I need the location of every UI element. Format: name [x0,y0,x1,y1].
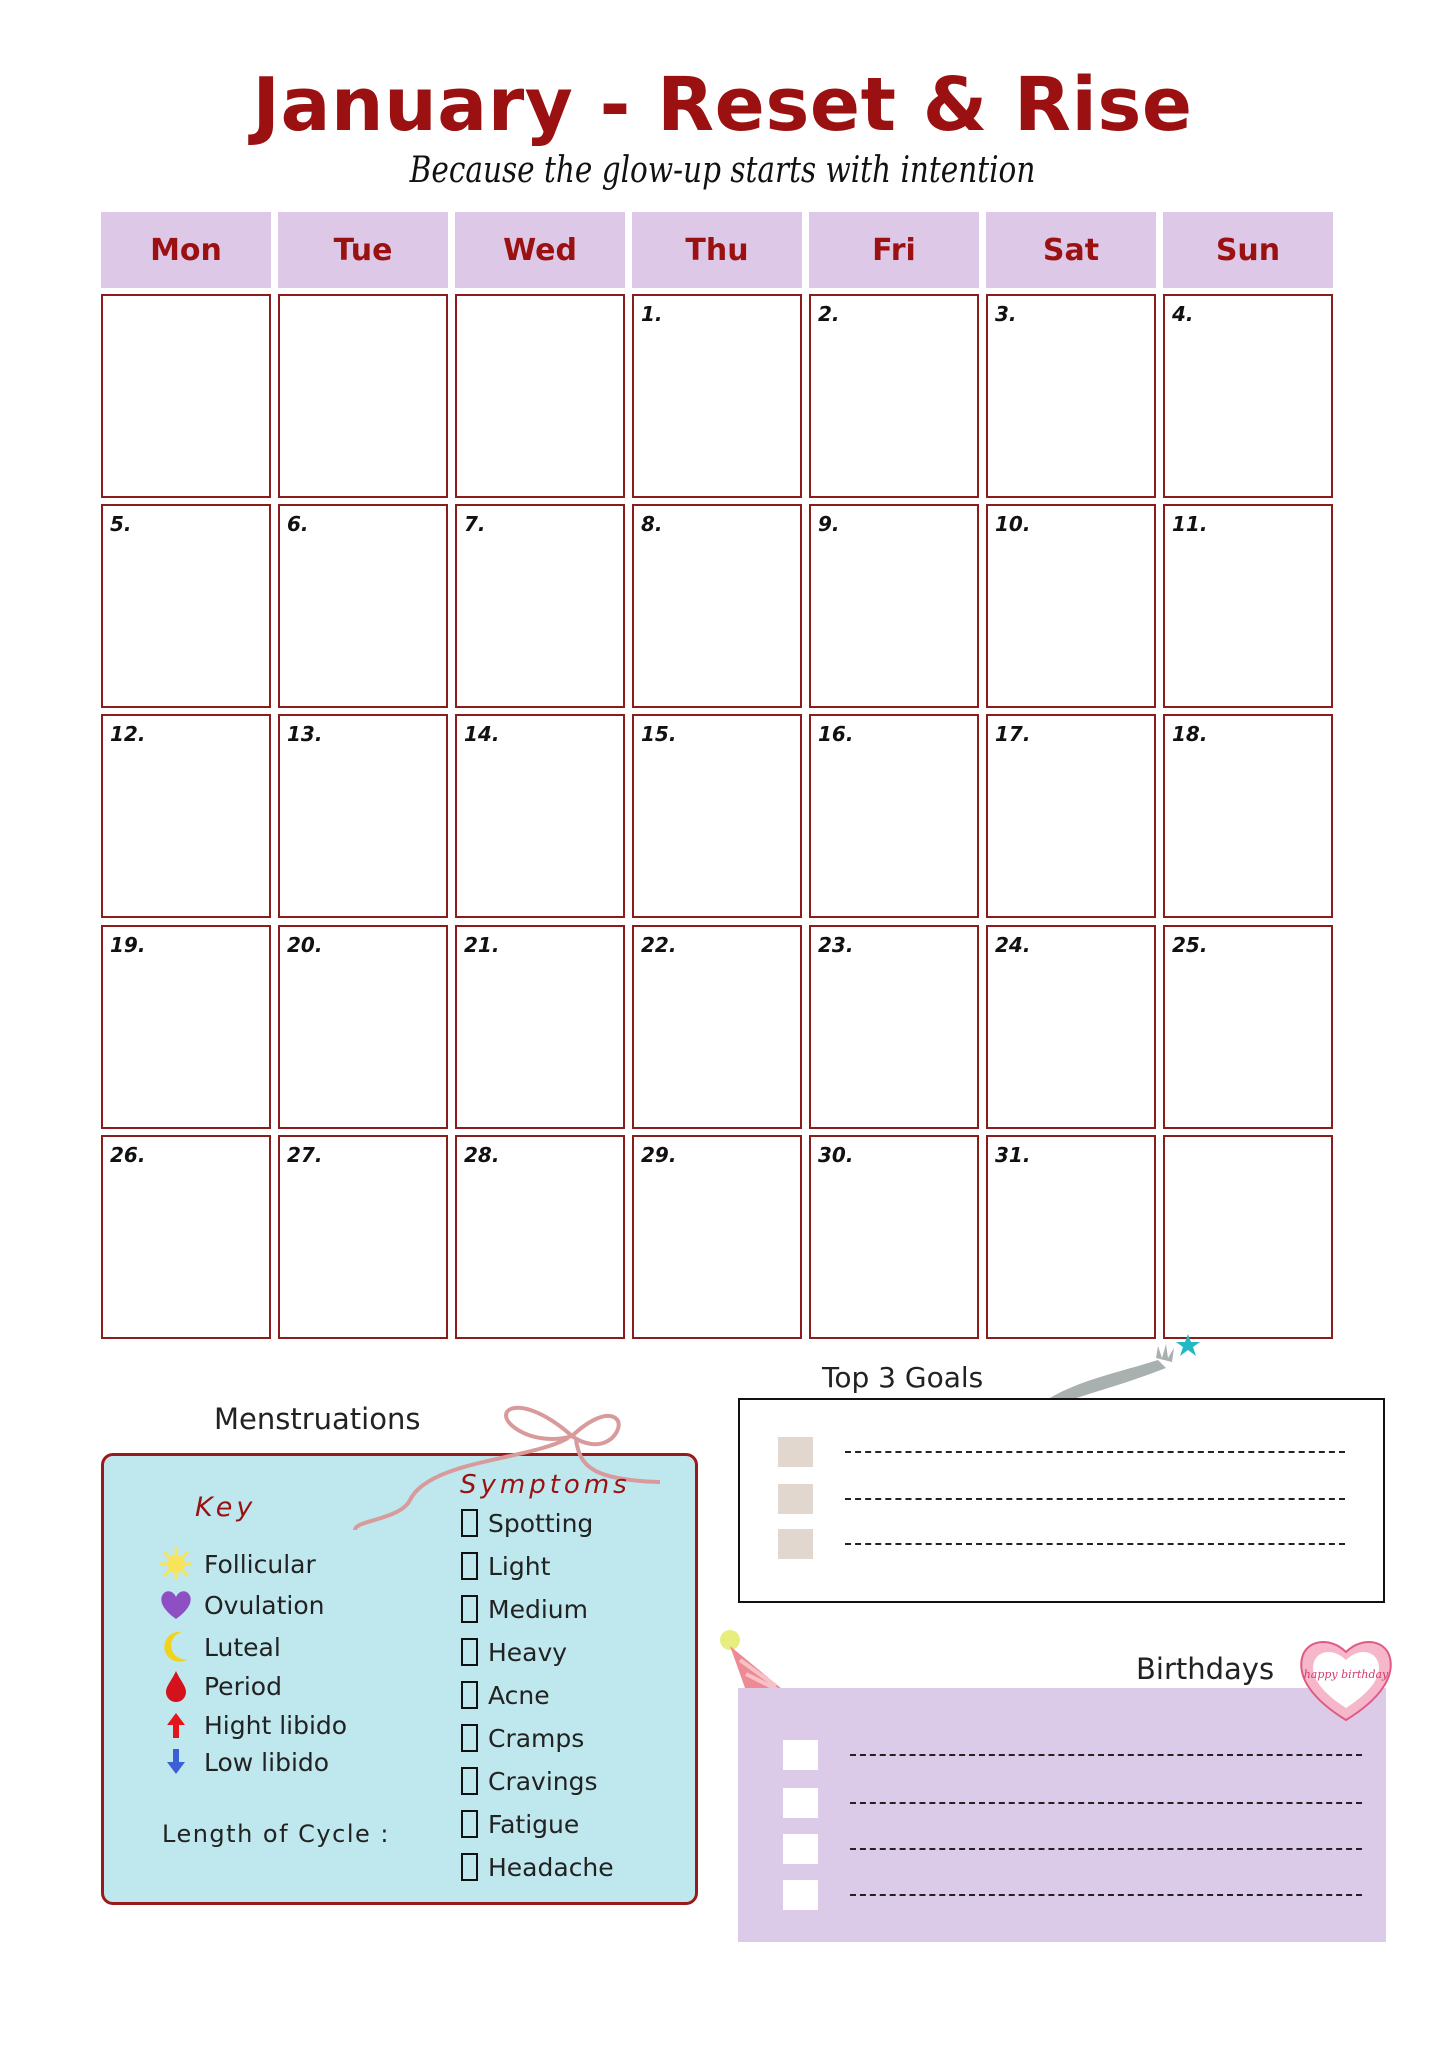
symptom-item[interactable] [461,1763,598,1799]
calendar-day-cell[interactable] [101,925,271,1129]
day-number: 28. [464,1143,500,1167]
symptom-checkbox[interactable] [461,1810,478,1838]
calendar-day-cell[interactable] [1163,925,1333,1129]
birthday-checkbox[interactable] [783,1834,818,1864]
goal-line[interactable] [845,1451,1345,1453]
goal-row[interactable] [778,1484,1345,1514]
arrow-down-icon [158,1744,194,1780]
birthday-cake-icon [1296,1628,1396,1728]
symptom-label: Spotting [488,1508,594,1538]
day-number: 27. [287,1143,323,1167]
day-number: 19. [110,933,146,957]
calendar-day-cell[interactable] [278,1135,448,1339]
day-number: 20. [287,933,323,957]
calendar-day-cell[interactable] [101,714,271,918]
day-number: 30. [818,1143,854,1167]
key-item [158,1587,324,1623]
calendar-day-cell[interactable] [809,294,979,498]
day-number: 23. [818,933,854,957]
symptoms-title: Symptoms [460,1470,631,1500]
symptom-item[interactable] [461,1720,584,1756]
symptom-item[interactable] [461,1591,588,1627]
symptom-label: Fatigue [488,1809,580,1839]
day-number: 5. [110,512,132,536]
day-number: 22. [641,933,677,957]
weekday-header: Tue [278,212,448,288]
key-label: Low libido [204,1747,330,1777]
key-item [158,1668,282,1704]
goal-row[interactable] [778,1529,1345,1559]
calendar-day-cell[interactable] [278,294,448,498]
key-title: Key [195,1492,257,1523]
cake-text: happy birthday [1303,1668,1389,1681]
day-number: 15. [641,722,677,746]
birthday-line[interactable] [850,1848,1362,1850]
weekday-header: Sun [1163,212,1333,288]
key-item [158,1629,281,1665]
calendar-day-cell[interactable] [986,714,1156,918]
symptom-label: Cramps [488,1723,585,1753]
calendar-day-cell[interactable] [986,1135,1156,1339]
key-label: Period [204,1671,282,1701]
page-title: January - Reset & Rise [252,62,1193,148]
menstruations-label: Menstruations [214,1402,421,1436]
calendar-day-cell[interactable] [1163,1135,1333,1339]
symptom-label: Cravings [488,1766,598,1796]
birthdays-label: Birthdays [1136,1652,1275,1686]
calendar-day-cell[interactable] [455,1135,625,1339]
heart-icon [158,1587,194,1623]
calendar-day-cell[interactable] [1163,504,1333,708]
symptom-checkbox[interactable] [461,1767,478,1795]
calendar-day-cell[interactable] [809,925,979,1129]
day-number: 11. [1172,512,1208,536]
symptom-checkbox[interactable] [461,1853,478,1881]
symptom-item[interactable] [461,1849,614,1885]
key-label: Hight libido [204,1710,348,1740]
symptom-label: Light [488,1551,551,1581]
symptom-item[interactable] [461,1634,567,1670]
symptom-item[interactable] [461,1505,593,1541]
calendar-day-cell[interactable] [278,714,448,918]
birthday-checkbox[interactable] [783,1880,818,1910]
day-number: 26. [110,1143,146,1167]
key-item [158,1707,347,1743]
goal-row[interactable] [778,1437,1345,1467]
symptom-label: Acne [488,1680,550,1710]
calendar-day-cell[interactable] [809,1135,979,1339]
calendar-day-cell[interactable] [1163,714,1333,918]
calendar-day-cell[interactable] [632,714,802,918]
key-label: Follicular [204,1549,316,1579]
weekday-header: Wed [455,212,625,288]
birthday-row[interactable] [783,1880,1362,1910]
day-number: 29. [641,1143,677,1167]
moon-icon [158,1629,194,1665]
weekday-header: Sat [986,212,1156,288]
birthday-row[interactable] [783,1740,1362,1770]
calendar-day-cell[interactable] [632,925,802,1129]
symptom-item[interactable] [461,1548,550,1584]
page-subtitle: Because the glow-up starts with intention [409,150,1036,191]
goal-checkbox[interactable] [778,1484,813,1514]
day-number: 9. [818,512,840,536]
day-number: 10. [995,512,1031,536]
calendar-day-cell[interactable] [101,1135,271,1339]
arrow-up-icon [158,1707,194,1743]
key-label: Ovulation [204,1590,325,1620]
hand-star-icon [1040,1330,1210,1400]
calendar-day-cell[interactable] [455,504,625,708]
symptom-label: Headache [488,1852,614,1882]
calendar-day-cell[interactable] [455,925,625,1129]
birthday-line[interactable] [850,1894,1362,1896]
symptom-checkbox[interactable] [461,1509,478,1537]
day-number: 17. [995,722,1031,746]
weekday-header: Mon [101,212,271,288]
calendar-day-cell[interactable] [986,925,1156,1129]
day-number: 1. [641,302,663,326]
day-number: 24. [995,933,1031,957]
birthday-line[interactable] [850,1754,1362,1756]
symptom-checkbox[interactable] [461,1681,478,1709]
day-number: 4. [1172,302,1194,326]
symptom-checkbox[interactable] [461,1638,478,1666]
calendar-day-cell[interactable] [632,294,802,498]
symptom-checkbox[interactable] [461,1724,478,1752]
day-number: 8. [641,512,663,536]
cycle-length-label: Length of Cycle : [162,1820,390,1848]
calendar-day-cell[interactable] [986,504,1156,708]
calendar-day-cell[interactable] [632,504,802,708]
day-number: 16. [818,722,854,746]
day-number: 13. [287,722,323,746]
day-number: 7. [464,512,486,536]
calendar-day-cell[interactable] [455,714,625,918]
birthday-checkbox[interactable] [783,1788,818,1818]
day-number: 14. [464,722,500,746]
symptom-checkbox[interactable] [461,1552,478,1580]
birthday-row[interactable] [783,1834,1362,1864]
weekday-header: Fri [809,212,979,288]
goal-line[interactable] [845,1543,1345,1545]
calendar-day-cell[interactable] [278,925,448,1129]
day-number: 18. [1172,722,1208,746]
calendar-day-cell[interactable] [632,1135,802,1339]
symptom-label: Medium [488,1594,588,1624]
calendar-day-cell[interactable] [986,294,1156,498]
day-number: 31. [995,1143,1031,1167]
calendar-day-cell[interactable] [455,294,625,498]
drop-icon [158,1668,194,1704]
symptom-item[interactable] [461,1806,579,1842]
key-item [158,1546,316,1582]
birthday-line[interactable] [850,1802,1362,1804]
calendar-day-cell[interactable] [101,294,271,498]
calendar-day-cell[interactable] [809,504,979,708]
key-label: Luteal [204,1632,281,1662]
sun-icon [158,1546,194,1582]
birthday-checkbox[interactable] [783,1740,818,1770]
goal-line[interactable] [845,1498,1345,1500]
calendar-day-cell[interactable] [809,714,979,918]
goal-checkbox[interactable] [778,1437,813,1467]
key-item [158,1744,329,1780]
day-number: 21. [464,933,500,957]
calendar-day-cell[interactable] [101,504,271,708]
birthday-row[interactable] [783,1788,1362,1818]
day-number: 25. [1172,933,1208,957]
day-number: 3. [995,302,1017,326]
symptom-label: Heavy [488,1637,568,1667]
weekday-header: Thu [632,212,802,288]
symptom-item[interactable] [461,1677,550,1713]
calendar-day-cell[interactable] [1163,294,1333,498]
symptom-checkbox[interactable] [461,1595,478,1623]
day-number: 6. [287,512,309,536]
day-number: 12. [110,722,146,746]
goals-label: Top 3 Goals [822,1361,984,1394]
goal-checkbox[interactable] [778,1529,813,1559]
day-number: 2. [818,302,840,326]
calendar-day-cell[interactable] [278,504,448,708]
